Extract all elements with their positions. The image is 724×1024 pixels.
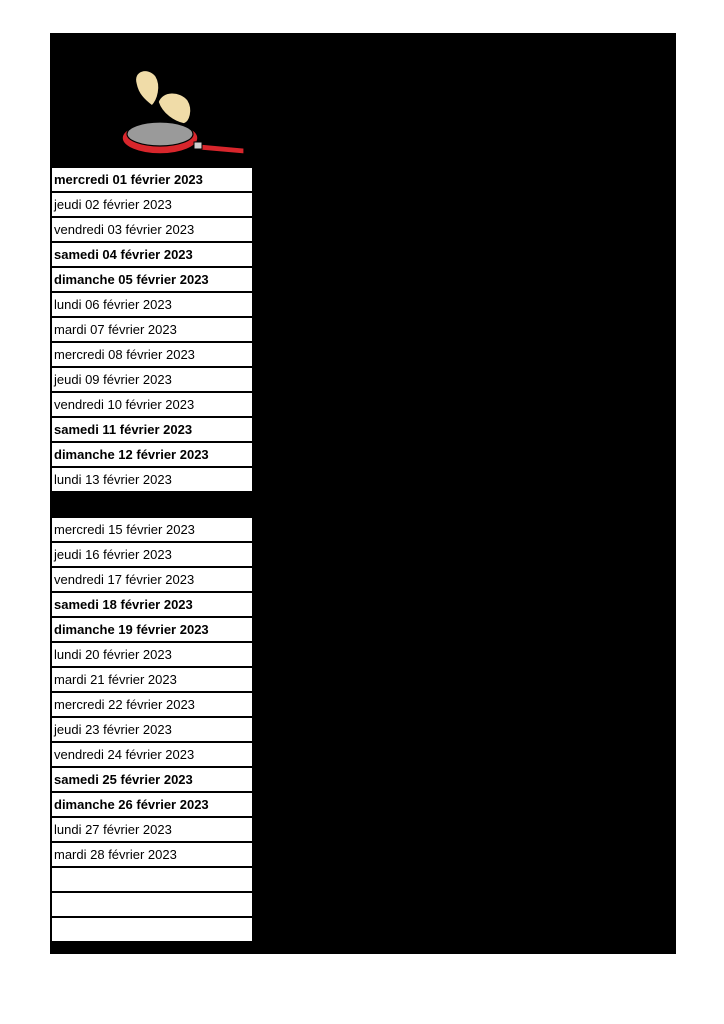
- date-row: mercredi 01 février 2023: [52, 168, 252, 191]
- date-row: lundi 27 février 2023: [52, 818, 252, 841]
- date-row: dimanche 26 février 2023: [52, 793, 252, 816]
- date-row: lundi 20 février 2023: [52, 643, 252, 666]
- crepe-pan-icon: [118, 66, 248, 162]
- date-row: lundi 06 février 2023: [52, 293, 252, 316]
- date-list: [52, 168, 252, 943]
- date-row: dimanche 05 février 2023: [52, 268, 252, 291]
- date-row: jeudi 23 février 2023: [52, 718, 252, 741]
- date-row: samedi 25 février 2023: [52, 768, 252, 791]
- row-gap: [52, 493, 252, 516]
- date-row: jeudi 02 février 2023: [52, 193, 252, 216]
- date-row: dimanche 12 février 2023: [52, 443, 252, 466]
- date-row: dimanche 19 février 2023: [52, 618, 252, 641]
- date-row: jeudi 09 février 2023: [52, 368, 252, 391]
- date-row: [52, 868, 252, 891]
- date-row: mardi 28 février 2023: [52, 843, 252, 866]
- date-row: vendredi 03 février 2023: [52, 218, 252, 241]
- date-row: mercredi 22 février 2023: [52, 693, 252, 716]
- date-row: samedi 18 février 2023: [52, 593, 252, 616]
- date-row: mardi 21 février 2023: [52, 668, 252, 691]
- date-row: [52, 893, 252, 916]
- date-row: vendredi 24 février 2023: [52, 743, 252, 766]
- date-row: vendredi 10 février 2023: [52, 393, 252, 416]
- date-row: samedi 11 février 2023: [52, 418, 252, 441]
- date-row: mardi 07 février 2023: [52, 318, 252, 341]
- date-row: jeudi 16 février 2023: [52, 543, 252, 566]
- date-row: mercredi 08 février 2023: [52, 343, 252, 366]
- date-row: mercredi 15 février 2023: [52, 518, 252, 541]
- date-row: lundi 13 février 2023: [52, 468, 252, 491]
- date-row: vendredi 17 février 2023: [52, 568, 252, 591]
- date-row: [52, 918, 252, 941]
- date-row: samedi 04 février 2023: [52, 243, 252, 266]
